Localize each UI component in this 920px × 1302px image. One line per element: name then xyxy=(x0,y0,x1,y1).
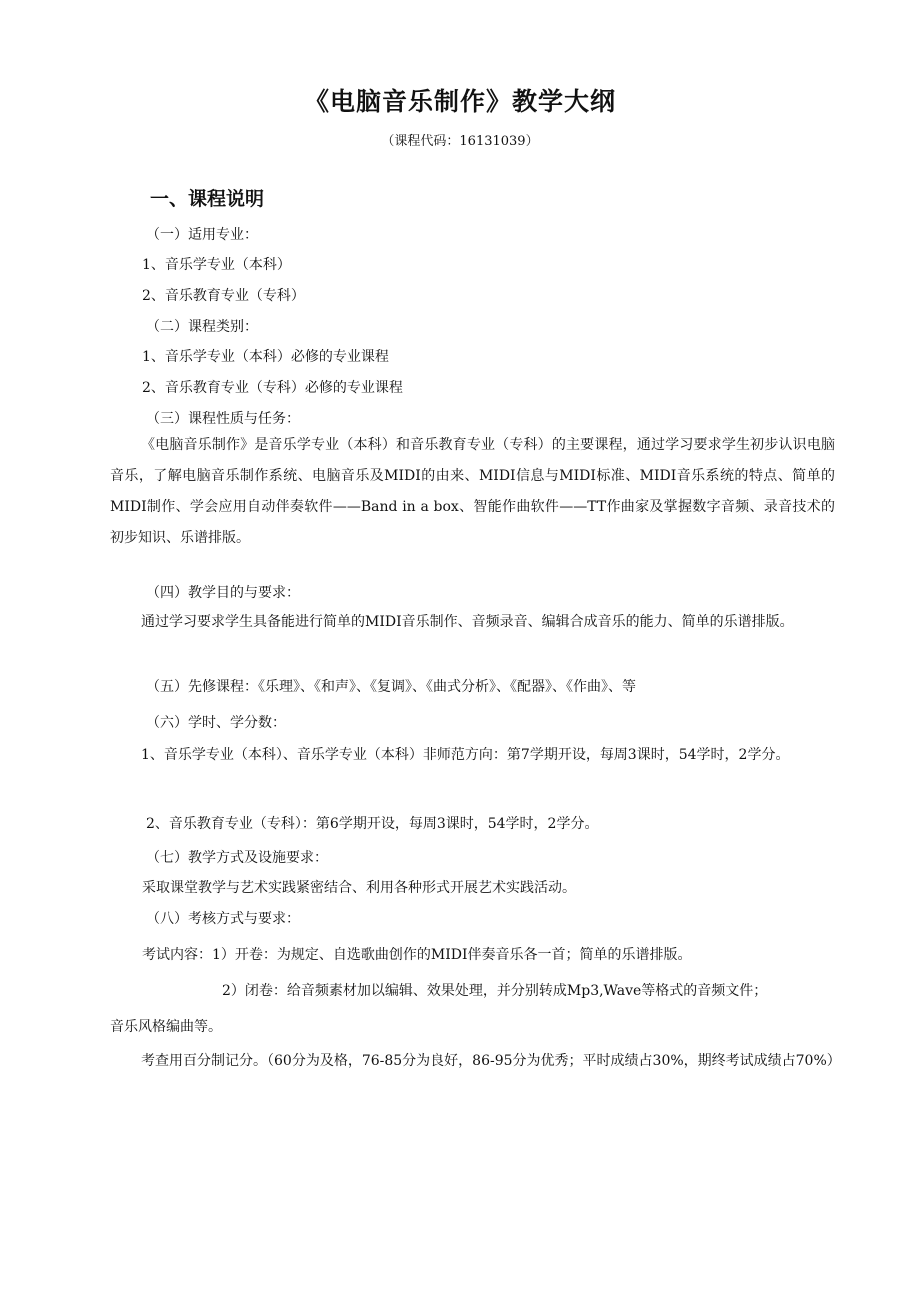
exam-content-2-cont: 音乐风格编曲等。 xyxy=(110,1019,222,1035)
section-heading-course-description: 一、课程说明 xyxy=(150,188,265,210)
exam-content-1: 考试内容：1）开卷：为规定、自选歌曲创作的MIDI伴奏音乐各一首；简单的乐谱排版。 xyxy=(142,947,692,963)
subsection-assessment: （八）考核方式与要求： xyxy=(146,911,300,927)
subsection-course-category: （二）课程类别： xyxy=(146,319,258,335)
document-title: 《电脑音乐制作》教学大纲 xyxy=(303,87,616,116)
subsection-applicable-majors: （一）适用专业： xyxy=(146,227,258,243)
course-code: （课程代码：16131039） xyxy=(381,134,539,149)
hours-item-1: 1、音乐学专业（本科）、音乐学专业（本科）非师范方向：第7学期开设，每周3课时，54学时，2学分。 xyxy=(141,747,790,763)
teaching-methods-text: 采取课堂教学与艺术实践紧密结合、利用各种形式开展艺术实践活动。 xyxy=(142,880,576,896)
course-nature-paragraph: 《电脑音乐制作》是音乐学专业（本科）和音乐教育专业（专科）的主要课程，通过学习要求学生初步认识电脑音乐，了解电脑音乐制作系统、电脑音乐及MIDI的由来、MIDI信息与MIDI标准、MIDI音乐系统的特点、简单的MIDI制作、学会应用自动伴奏软件——Band in a box、智能作曲软件——TT作曲家及掌握数字音频、录音技术的初步知识、乐谱排版。 xyxy=(110,437,835,546)
major-item-2: 2、音乐教育专业（专科） xyxy=(142,288,305,304)
grading-paragraph: 考查用百分制记分。（60分为及格，76-85分为良好，86-95分为优秀；平时成绩占30%，期终考试成绩占70%） xyxy=(141,1053,841,1069)
subsection-hours-credits: （六）学时、学分数： xyxy=(146,715,286,731)
category-item-2: 2、音乐教育专业（专科）必修的专业课程 xyxy=(142,380,403,396)
subsection-prerequisites: （五）先修课程：《乐理》、《和声》、《复调》、《曲式分析》、《配器》、《作曲》、等 xyxy=(146,679,636,695)
subsection-course-nature: （三）课程性质与任务： xyxy=(146,411,300,427)
subsection-teaching-methods: （七）教学方式及设施要求： xyxy=(146,850,328,866)
teaching-goals-paragraph: 通过学习要求学生具备能进行简单的MIDI音乐制作、音频录音、编辑合成音乐的能力、简单的乐谱排版。 xyxy=(141,614,794,630)
subsection-teaching-goals: （四）教学目的与要求： xyxy=(146,585,300,601)
exam-content-2: 2）闭卷：给音频素材加以编辑、效果处理，并分别转成Mp3,Wave等格式的音频文件； xyxy=(222,983,768,999)
hours-item-2: 2、音乐教育专业（专科）：第6学期开设，每周3课时，54学时，2学分。 xyxy=(146,816,599,832)
category-item-1: 1、音乐学专业（本科）必修的专业课程 xyxy=(142,349,389,365)
major-item-1: 1、音乐学专业（本科） xyxy=(142,257,291,273)
